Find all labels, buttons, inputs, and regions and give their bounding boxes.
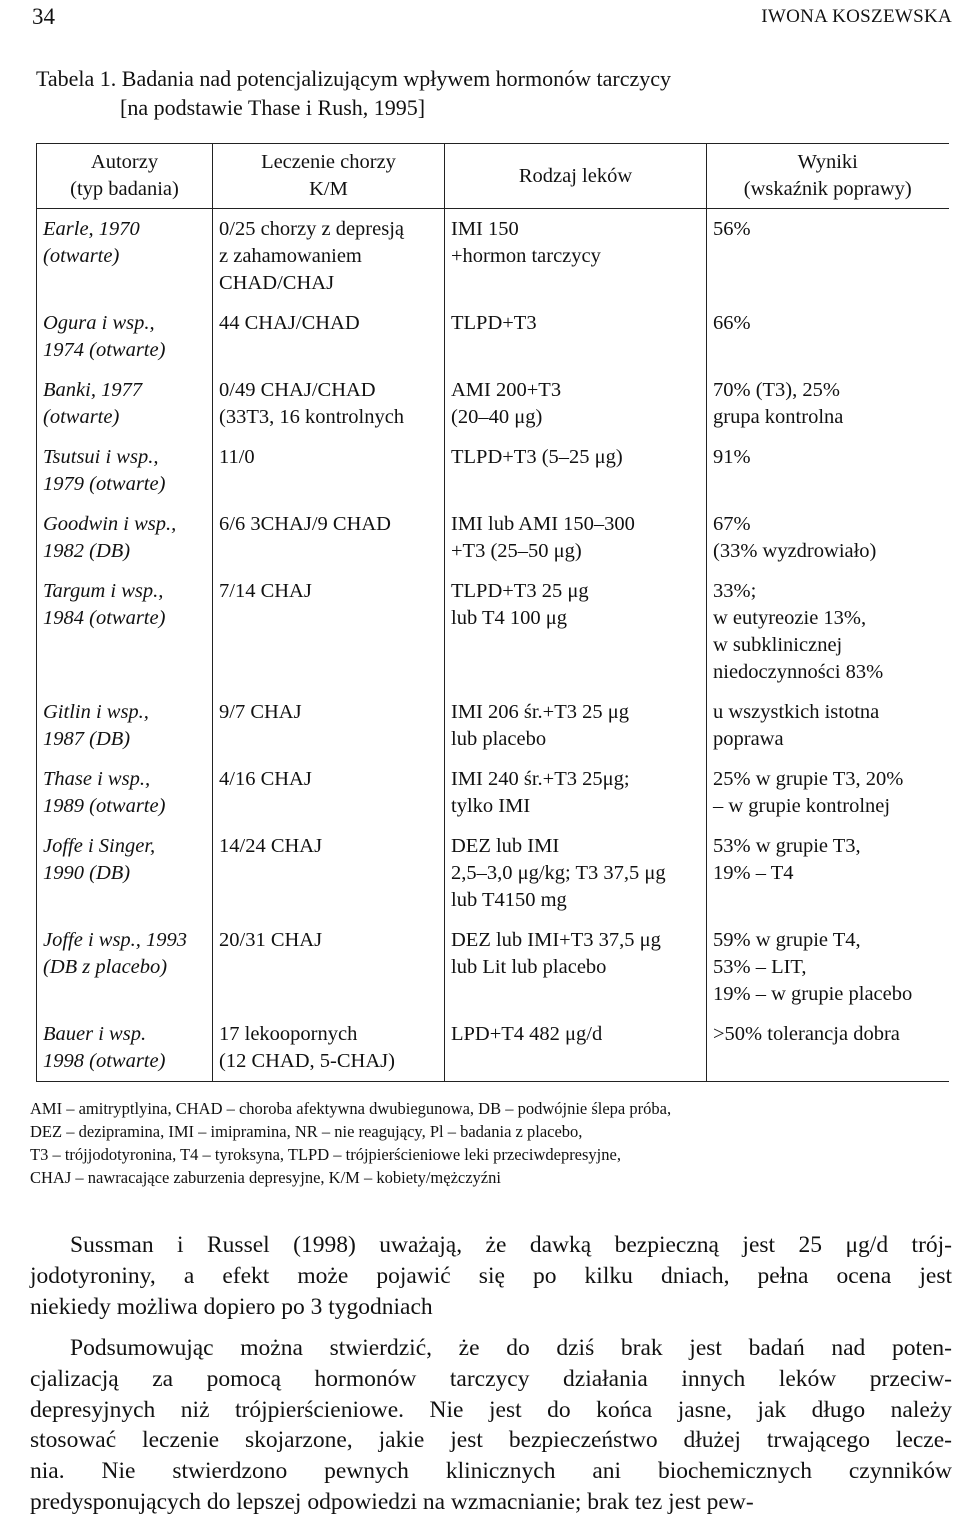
- legend-line: AMI – amitryptlyina, CHAD – choroba afektywna dwubiegunowa, DB – podwójnie ślepa próba,: [30, 1099, 672, 1118]
- cell-text: 67%: [713, 513, 751, 535]
- cell-text: Targum i wsp.,: [43, 580, 164, 602]
- cell-text: Thase i wsp.,: [43, 768, 151, 790]
- cell-text: 11/0: [219, 446, 255, 468]
- results-cell: [707, 437, 949, 504]
- table-row: [37, 920, 949, 1014]
- cell-text: 19% – w grupie placebo: [713, 983, 913, 1005]
- cell-text: Ogura i wsp.,: [43, 312, 155, 334]
- body-paragraph: [30, 1333, 952, 1518]
- drugs-cell: [445, 692, 707, 759]
- cell-text: 1982 (DB): [43, 540, 131, 562]
- author-cell: [37, 571, 213, 692]
- cell-text: TLPD+T3: [451, 312, 537, 334]
- author-cell: [37, 759, 213, 826]
- cell-text: LPD+T4 482 μg/d: [451, 1023, 603, 1045]
- cell-text: 1984 (otwarte): [43, 607, 166, 629]
- table-row: [37, 504, 949, 571]
- results-cell: [707, 370, 949, 437]
- cell-text: IMI lub AMI 150–300: [451, 513, 635, 535]
- results-cell: [707, 303, 949, 370]
- cell-text: 7/14 CHAJ: [219, 580, 312, 602]
- caption-line: Tabela 1. Badania nad potencjalizującym wpływem hormonów tarczycy: [36, 66, 672, 91]
- caption-line: [na podstawie Thase i Rush, 1995]: [120, 95, 426, 120]
- cell-text: Banki, 1977: [43, 379, 143, 401]
- cell-text: – w grupie kontrolnej: [713, 795, 891, 817]
- treatment-cell: [213, 437, 445, 504]
- drugs-cell: [445, 370, 707, 437]
- drugs-cell: [445, 1014, 707, 1082]
- cell-text: 19% – T4: [713, 862, 794, 884]
- table-row: [37, 692, 949, 759]
- cell-text: (otwarte): [43, 406, 120, 428]
- cell-text: 0/49 CHAJ/CHAD: [219, 379, 376, 401]
- cell-text: w eutyreozie 13%,: [713, 607, 867, 629]
- table-row: [37, 826, 949, 920]
- paragraph-line: niekiedy możliwa dopiero po 3 tygodniach: [30, 1293, 433, 1320]
- page-number: 34: [32, 4, 55, 29]
- cell-text: 59% w grupie T4,: [713, 929, 861, 951]
- results-cell: [707, 826, 949, 920]
- header-label: Wyniki: [797, 151, 858, 173]
- cell-text: 14/24 CHAJ: [219, 835, 323, 857]
- cell-text: +hormon tarczycy: [451, 245, 601, 267]
- paragraph-line: Sussman i Russel (1998) uważają, że dawką bezpieczną jest 25 μg/d trój-: [70, 1232, 952, 1258]
- cell-text: w subklinicznej: [713, 634, 843, 656]
- cell-text: lub Lit lub placebo: [451, 956, 607, 978]
- cell-text: 25% w grupie T3, 20%: [713, 768, 904, 790]
- cell-text: 44 CHAJ/CHAD: [219, 312, 360, 334]
- table-row: [37, 303, 949, 370]
- table-row: [37, 370, 949, 437]
- header-label: Leczenie chorzy: [261, 151, 396, 173]
- header-label: K/M: [309, 178, 348, 200]
- legend-line: DEZ – dezipramina, IMI – imipramina, NR – nie reagujący, Pl – badania z placebo,: [30, 1122, 583, 1141]
- cell-text: 1998 (otwarte): [43, 1050, 166, 1072]
- treatment-cell: [213, 209, 445, 304]
- paragraph-line: depresyjnych niż trójpierścieniowe. Nie jest do końca jasne, jak długo należy: [30, 1396, 952, 1423]
- cell-text: DEZ lub IMI+T3 37,5 μg: [451, 929, 661, 951]
- cell-text: tylko IMI: [451, 795, 531, 817]
- cell-text: 1979 (otwarte): [43, 473, 166, 495]
- treatment-cell: [213, 303, 445, 370]
- cell-text: 66%: [713, 312, 751, 334]
- treatment-cell: [213, 826, 445, 920]
- table-row: [37, 759, 949, 826]
- cell-text: 53% w grupie T3,: [713, 835, 861, 857]
- cell-text: IMI 206 śr.+T3 25 μg: [451, 701, 630, 723]
- cell-text: Gitlin i wsp.,: [43, 701, 149, 723]
- cell-text: lub T4 100 μg: [451, 607, 567, 629]
- results-cell: [707, 759, 949, 826]
- cell-text: z zahamowaniem: [219, 245, 362, 267]
- running-head: IWONA KOSZEWSKA: [761, 6, 952, 27]
- header-label: Rodzaj leków: [518, 164, 633, 187]
- paragraph-line: predysponujących do lepszej odpowiedzi na wzmacnianie; brak tez jest pew-: [30, 1488, 754, 1515]
- table-row: [37, 571, 949, 692]
- cell-text: CHAD/CHAJ: [219, 272, 335, 294]
- results-cell: [707, 504, 949, 571]
- cell-text: grupa kontrolna: [713, 406, 844, 428]
- author-cell: [37, 826, 213, 920]
- paragraph-line: nia. Nie stwierdzono pewnych klinicznych ani biochemicznych czynników: [30, 1458, 952, 1485]
- cell-text: TLPD+T3 25 μg: [451, 580, 589, 602]
- paragraph-line: stosować leczenie skojarzone, jakie jest bezpieczeństwo dłużej trwającego lecze-: [30, 1427, 952, 1454]
- body-paragraph: [30, 1230, 952, 1322]
- cell-text: 20/31 CHAJ: [219, 929, 323, 951]
- cell-text: Earle, 1970: [43, 218, 140, 240]
- author-cell: [37, 692, 213, 759]
- cell-text: IMI 240 śr.+T3 25μg;: [451, 768, 630, 790]
- header-treatment: [213, 144, 445, 209]
- cell-text: 4/16 CHAJ: [219, 768, 312, 790]
- cell-text: 9/7 CHAJ: [219, 701, 302, 723]
- drugs-cell: [445, 303, 707, 370]
- cell-text: 17 lekoopornych: [219, 1023, 358, 1045]
- cell-text: 56%: [713, 218, 751, 240]
- cell-text: 91%: [713, 446, 751, 468]
- treatment-cell: [213, 1014, 445, 1082]
- cell-text: TLPD+T3 (5–25 μg): [451, 446, 623, 468]
- results-cell: [707, 209, 949, 304]
- cell-text: niedoczynności 83%: [713, 661, 884, 683]
- treatment-cell: [213, 759, 445, 826]
- author-cell: [37, 370, 213, 437]
- treatment-cell: [213, 504, 445, 571]
- table-header-row: [37, 144, 949, 209]
- cell-text: u wszystkich istotna: [713, 701, 880, 723]
- cell-text: 1974 (otwarte): [43, 339, 166, 361]
- cell-text: 70% (T3), 25%: [713, 379, 840, 401]
- author-cell: [37, 1014, 213, 1082]
- cell-text: (33T3, 16 kontrolnych: [219, 406, 405, 428]
- cell-text: Tsutsui i wsp.,: [43, 446, 159, 468]
- cell-text: 0/25 chorzy z depresją: [219, 218, 404, 240]
- cell-text: >50% tolerancja dobra: [713, 1023, 900, 1045]
- cell-text: Bauer i wsp.: [43, 1023, 147, 1045]
- drugs-cell: [445, 437, 707, 504]
- cell-text: +T3 (25–50 μg): [451, 540, 582, 562]
- treatment-cell: [213, 571, 445, 692]
- header-results: [707, 144, 949, 209]
- header-authors: [37, 144, 213, 209]
- header-label: (wskaźnik poprawy): [743, 178, 912, 200]
- cell-text: (20–40 μg): [451, 406, 543, 428]
- cell-text: IMI 150: [451, 218, 519, 240]
- cell-text: 53% – LIT,: [713, 956, 807, 978]
- results-table: [36, 143, 949, 1082]
- cell-text: Joffe i wsp., 1993: [43, 929, 188, 951]
- abbreviations-legend: [30, 1097, 950, 1189]
- cell-text: Goodwin i wsp.,: [43, 513, 177, 535]
- paragraph-line: jodotyroniny, a efekt może pojawić się po kilku dniach, pełna ocena jest: [30, 1262, 952, 1289]
- cell-text: 6/6 3CHAJ/9 CHAD: [219, 513, 391, 535]
- cell-text: 1989 (otwarte): [43, 795, 166, 817]
- drugs-cell: [445, 209, 707, 304]
- treatment-cell: [213, 370, 445, 437]
- drugs-cell: [445, 920, 707, 1014]
- treatment-cell: [213, 920, 445, 1014]
- cell-text: (33% wyzdrowiało): [713, 540, 877, 562]
- table-row: [37, 1014, 949, 1082]
- cell-text: DEZ lub IMI: [451, 835, 560, 857]
- cell-text: 33%;: [713, 580, 757, 602]
- author-cell: [37, 303, 213, 370]
- drugs-cell: [445, 504, 707, 571]
- cell-text: (otwarte): [43, 245, 120, 267]
- results-cell: [707, 920, 949, 1014]
- results-cell: [707, 1014, 949, 1082]
- header-drugs: [445, 144, 707, 209]
- drugs-cell: [445, 826, 707, 920]
- treatment-cell: [213, 692, 445, 759]
- author-cell: [37, 209, 213, 304]
- paragraph-line: Podsumowując można stwierdzić, że do dziś brak jest badań nad poten-: [70, 1335, 952, 1361]
- results-cell: [707, 571, 949, 692]
- cell-text: (DB z placebo): [43, 956, 168, 978]
- cell-text: 1990 (DB): [43, 862, 131, 884]
- cell-text: AMI 200+T3: [451, 379, 562, 401]
- cell-text: 2,5–3,0 μg/kg; T3 37,5 μg: [451, 862, 666, 884]
- author-cell: [37, 437, 213, 504]
- author-cell: [37, 504, 213, 571]
- legend-line: T3 – trójjodotyronina, T4 – tyroksyna, TLPD – trójpierścieniowe leki przeciwdepresyjne,: [30, 1145, 621, 1164]
- cell-text: lub T4150 mg: [451, 889, 567, 911]
- table-caption: [36, 64, 856, 122]
- paragraph-line: cjalizacją za pomocą hormonów tarczycy działania innych leków przeciw-: [30, 1365, 952, 1392]
- cell-text: (12 CHAD, 5-CHAJ): [219, 1050, 395, 1072]
- cell-text: 1987 (DB): [43, 728, 131, 750]
- drugs-cell: [445, 571, 707, 692]
- cell-text: Joffe i Singer,: [43, 835, 156, 857]
- author-cell: [37, 920, 213, 1014]
- table-row: [37, 437, 949, 504]
- header-label: (typ badania): [70, 178, 179, 200]
- results-cell: [707, 692, 949, 759]
- header-label: Autorzy: [90, 151, 159, 173]
- cell-text: poprawa: [713, 728, 784, 750]
- legend-line: CHAJ – nawracające zaburzenia depresyjne, K/M – kobiety/mężczyźni: [30, 1168, 501, 1187]
- drugs-cell: [445, 759, 707, 826]
- table-row: [37, 209, 949, 304]
- cell-text: lub placebo: [451, 728, 547, 750]
